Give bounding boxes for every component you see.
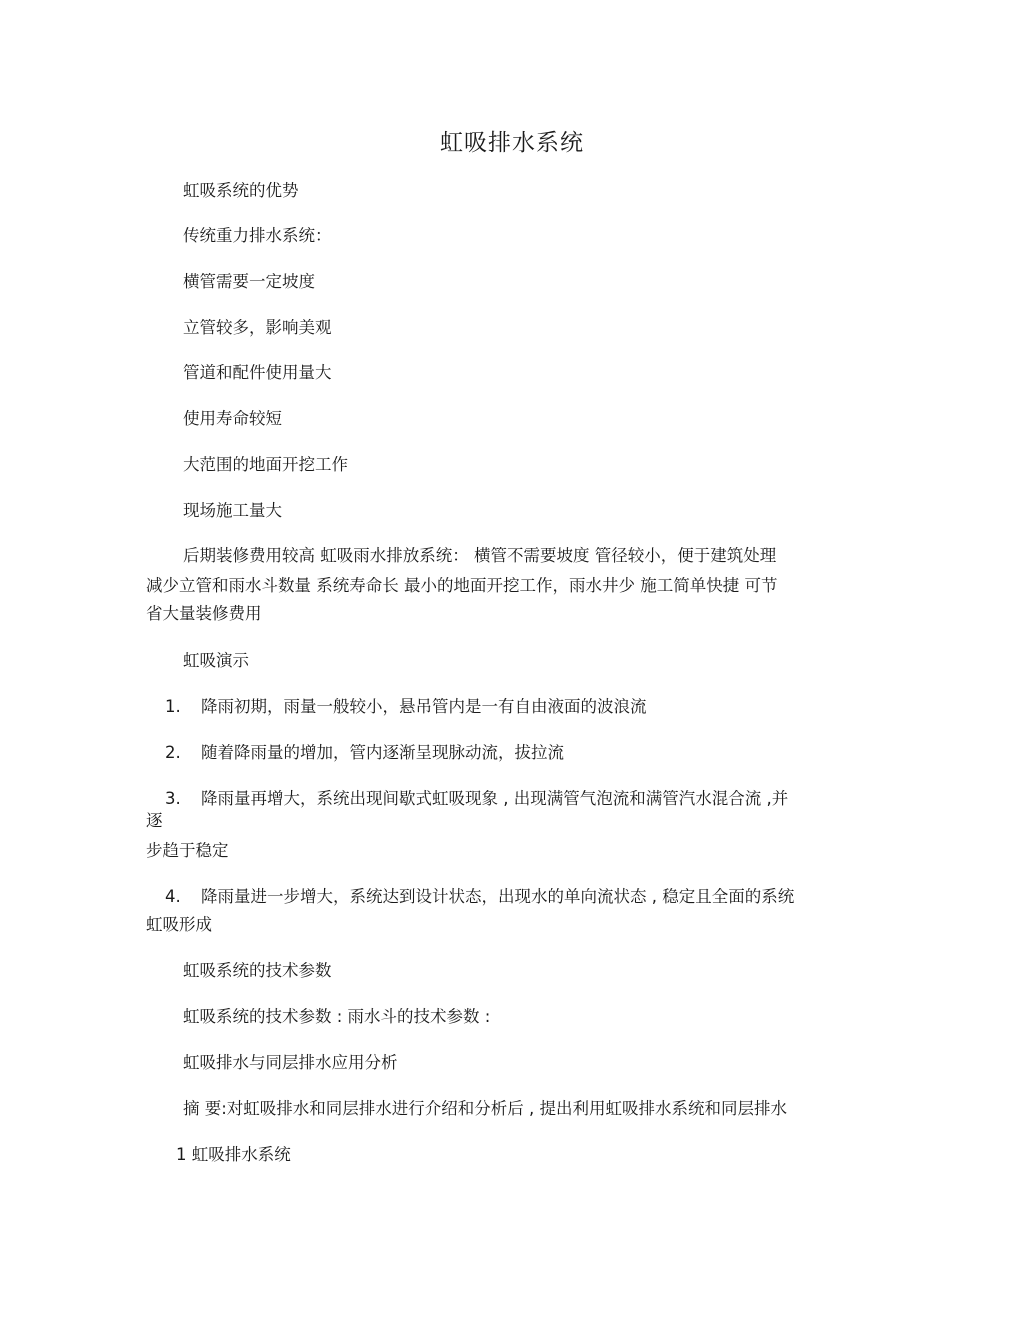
list-line: 立管较多，影响美观 bbox=[183, 318, 332, 337]
numbered-item-continuation: 虹吸形成 bbox=[146, 915, 212, 934]
list-line: 大范围的地面开挖工作 bbox=[183, 455, 348, 474]
subheading-traditional-system: 传统重力排水系统： bbox=[183, 226, 332, 245]
paragraph-line: 虹吸系统的技术参数 : 雨水斗的技术参数 : bbox=[183, 1007, 491, 1026]
list-line: 管道和配件使用量大 bbox=[183, 363, 332, 382]
list-line: 现场施工量大 bbox=[183, 501, 282, 520]
document-title: 虹吸排水系统 bbox=[440, 130, 584, 156]
section-heading: 1 虹吸排水系统 bbox=[176, 1145, 291, 1164]
list-line: 横管需要一定坡度 bbox=[183, 272, 315, 291]
list-number: 3. bbox=[165, 789, 181, 808]
numbered-item-continuation: 逐 bbox=[146, 811, 163, 830]
list-number: 2. bbox=[165, 743, 181, 762]
numbered-item-text: 降雨量进一步增大，系统达到设计状态，出现水的单向流状态 , 稳定且全面的系统 bbox=[201, 887, 795, 906]
numbered-item-text: 随着降雨量的增加，管内逐渐呈现脉动流，拔拉流 bbox=[201, 743, 564, 762]
list-number: 1. bbox=[165, 697, 181, 716]
numbered-item-continuation: 步趋于稳定 bbox=[146, 841, 229, 860]
paragraph-line: 省大量装修费用 bbox=[146, 604, 262, 623]
numbered-item-text: 降雨初期，雨量一般较小，悬吊管内是一有自由液面的波浪流 bbox=[201, 697, 647, 716]
list-line: 使用寿命较短 bbox=[183, 409, 282, 428]
heading-technical-parameters: 虹吸系统的技术参数 bbox=[183, 961, 332, 980]
heading-application-analysis: 虹吸排水与同层排水应用分析 bbox=[183, 1053, 398, 1072]
heading-siphon-demo: 虹吸演示 bbox=[183, 651, 249, 670]
list-number: 4. bbox=[165, 887, 181, 906]
abstract-line: 摘 要:对虹吸排水和同层排水进行介绍和分析后 , 提出利用虹吸排水系统和同层排水 bbox=[183, 1099, 788, 1118]
numbered-item-text: 降雨量再增大，系统出现间歇式虹吸现象 , 出现满管气泡流和满管汽水混合流 ,并 bbox=[201, 789, 789, 808]
paragraph-line: 后期装修费用较高 虹吸雨水排放系统： 横管不需要坡度 管径较小，便于建筑处理 bbox=[183, 546, 777, 565]
heading-siphon-advantages: 虹吸系统的优势 bbox=[183, 181, 299, 200]
paragraph-line: 减少立管和雨水斗数量 系统寿命长 最小的地面开挖工作，雨水井少 施工简单快捷 可节 bbox=[146, 576, 778, 595]
